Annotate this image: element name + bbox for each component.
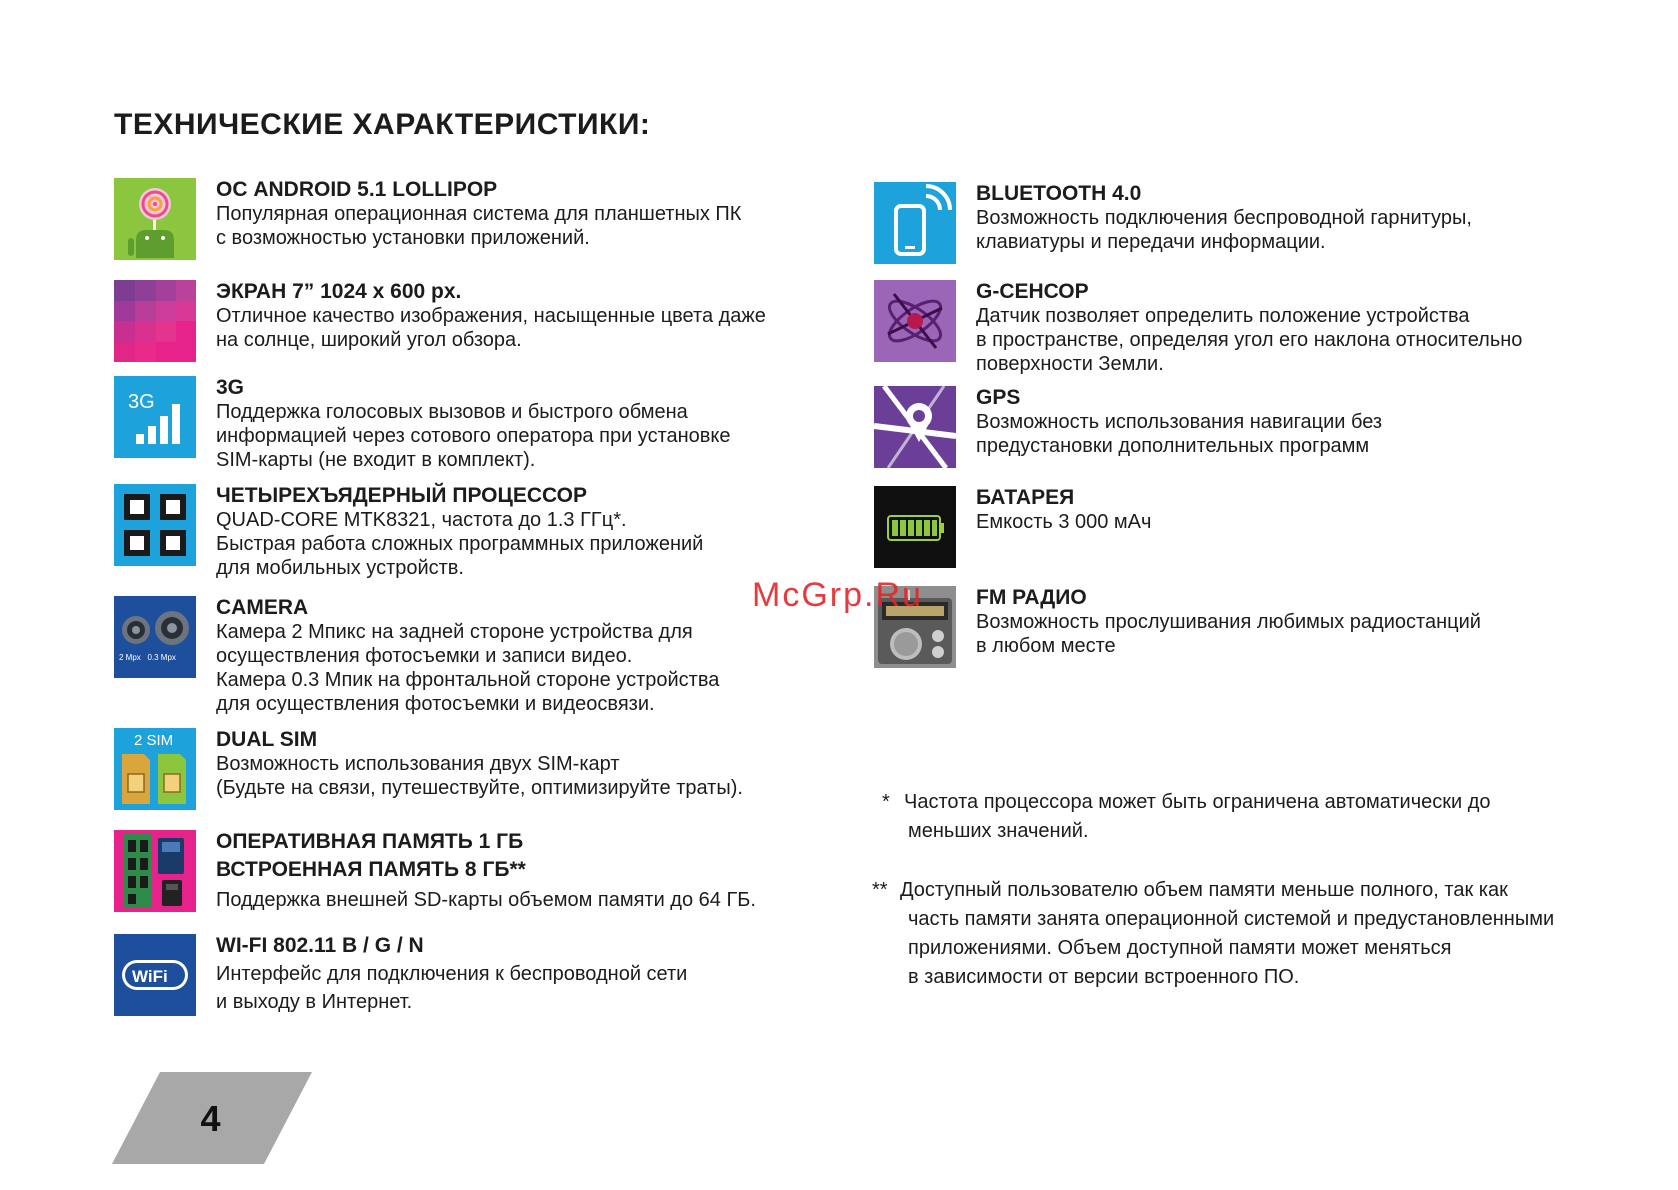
- feature-title: БАТАРЕЯ: [976, 486, 1075, 509]
- gps-icon: [874, 386, 956, 468]
- feature-title: DUAL SIM: [216, 728, 318, 751]
- feature-line: с возможностью установки приложений.: [216, 227, 590, 249]
- feature-title: WI-FI 802.11 B / G / N: [216, 934, 424, 957]
- feature-line: Возможность подключения беспроводной гарнитуры,: [976, 207, 1472, 229]
- feature-title: G-СЕНСОР: [976, 280, 1089, 303]
- footnote-line: часть памяти занята операционной системой и предустановленными: [908, 908, 1555, 930]
- feature-line: Возможность использования двух SIM-карт: [216, 753, 620, 775]
- feature-title: ЭКРАН 7” 1024 x 600 px.: [216, 280, 462, 303]
- footnote-mark: *: [882, 791, 890, 813]
- footnote-cpu: [882, 788, 1491, 846]
- feature-line: на солнце, широкий угол обзора.: [216, 329, 522, 351]
- cpu-quad-core-icon: [114, 484, 196, 566]
- feature-title: ЧЕТЫРЕХЪЯДЕРНЫЙ ПРОЦЕССОР: [216, 484, 588, 507]
- footnote-line: Частота процессора может быть ограничена автоматически до: [904, 791, 1491, 813]
- icon-label-wifi: WiFi: [132, 967, 168, 986]
- dual-sim-icon: [114, 728, 196, 810]
- icon-label-sim: 2 SIM: [134, 732, 174, 749]
- feature-title: FM РАДИО: [976, 586, 1087, 609]
- bluetooth-phone-icon: [874, 182, 956, 264]
- footnote-memory: [872, 876, 1554, 992]
- feature-line: SIM-карты (не входит в комплект).: [216, 449, 536, 471]
- feature-line: QUAD-CORE MTK8321, частота до 1.3 ГГц*.: [216, 509, 627, 531]
- feature-line: в пространстве, определяя угол его наклона относительно: [976, 329, 1523, 351]
- feature-line: в любом месте: [976, 635, 1116, 657]
- battery-icon: [874, 486, 956, 568]
- feature-line: информацией через сотового оператора при установке: [216, 425, 731, 447]
- footnote-line: Доступный пользователю объем памяти меньше полного, так как: [900, 879, 1508, 901]
- g-sensor-icon: [874, 280, 956, 362]
- feature-line: Интерфейс для подключения к беспроводной сети: [216, 963, 688, 985]
- page-number: 4: [200, 1098, 221, 1139]
- feature-title: ОПЕРАТИВНАЯ ПАМЯТЬ 1 ГБ: [216, 830, 524, 853]
- feature-line: Отличное качество изображения, насыщенные цвета даже: [216, 305, 766, 327]
- watermark: McGrp.Ru: [752, 576, 923, 614]
- screen-icon: [114, 280, 196, 362]
- feature-title: CAMERA: [216, 596, 309, 619]
- feature-line: Возможность использования навигации без: [976, 411, 1383, 433]
- feature-line: для мобильных устройств.: [216, 557, 464, 579]
- feature-line: предустановки дополнительных программ: [976, 435, 1370, 457]
- feature-line: осуществления фотосъемки и записи видео.: [216, 645, 633, 667]
- feature-line: Емкость 3 000 мАч: [976, 511, 1152, 533]
- feature-title-secondary: ВСТРОЕННАЯ ПАМЯТЬ 8 ГБ**: [216, 858, 526, 881]
- feature-line: Поддержка голосовых вызовов и быстрого обмена: [216, 401, 688, 423]
- feature-title: BLUETOOTH 4.0: [976, 182, 1142, 205]
- icon-label-camera: 2 Mpx 0.3 Mpx: [119, 653, 176, 662]
- feature-line: Быстрая работа сложных программных приложений: [216, 533, 704, 555]
- camera-icon: [114, 596, 196, 678]
- wifi-icon: [114, 934, 196, 1016]
- feature-line: Камера 0.3 Мпик на фронтальной стороне устройства: [216, 669, 720, 691]
- feature-line: и выходу в Интернет.: [216, 991, 413, 1013]
- feature-line: Популярная операционная система для планшетных ПК: [216, 203, 742, 225]
- icon-label-3g: 3G: [128, 391, 155, 413]
- feature-line: поверхности Земли.: [976, 353, 1164, 375]
- feature-title: GPS: [976, 386, 1021, 409]
- feature-line: Поддержка внешней SD-карты объемом памяти до 64 ГБ.: [216, 889, 756, 911]
- android-lollipop-icon: [114, 178, 196, 260]
- feature-title: ОС ANDROID 5.1 LOLLIPOP: [216, 178, 498, 201]
- feature-line: клавиатуры и передачи информации.: [976, 231, 1326, 253]
- footnote-mark: **: [872, 879, 888, 901]
- footnote-line: в зависимости от версии встроенного ПО.: [908, 966, 1300, 988]
- feature-title: 3G: [216, 376, 245, 399]
- feature-line: Камера 2 Мпикс на задней стороне устройства для: [216, 621, 693, 643]
- feature-line: Датчик позволяет определить положение устройства: [976, 305, 1470, 327]
- page-title: ТЕХНИЧЕСКИЕ ХАРАКТЕРИСТИКИ:: [114, 108, 651, 141]
- feature-line: Возможность прослушивания любимых радиостанций: [976, 611, 1481, 633]
- feature-line: (Будьте на связи, путешествуйте, оптимизируйте траты).: [216, 777, 743, 799]
- footnote-line: меньших значений.: [908, 820, 1089, 842]
- feature-line: для осуществления фотосъемки и видеосвязи.: [216, 693, 655, 715]
- footnote-line: приложениями. Объем доступной памяти может меняться: [908, 937, 1452, 959]
- memory-icon: [114, 830, 196, 912]
- signal-3g-icon: [114, 376, 196, 458]
